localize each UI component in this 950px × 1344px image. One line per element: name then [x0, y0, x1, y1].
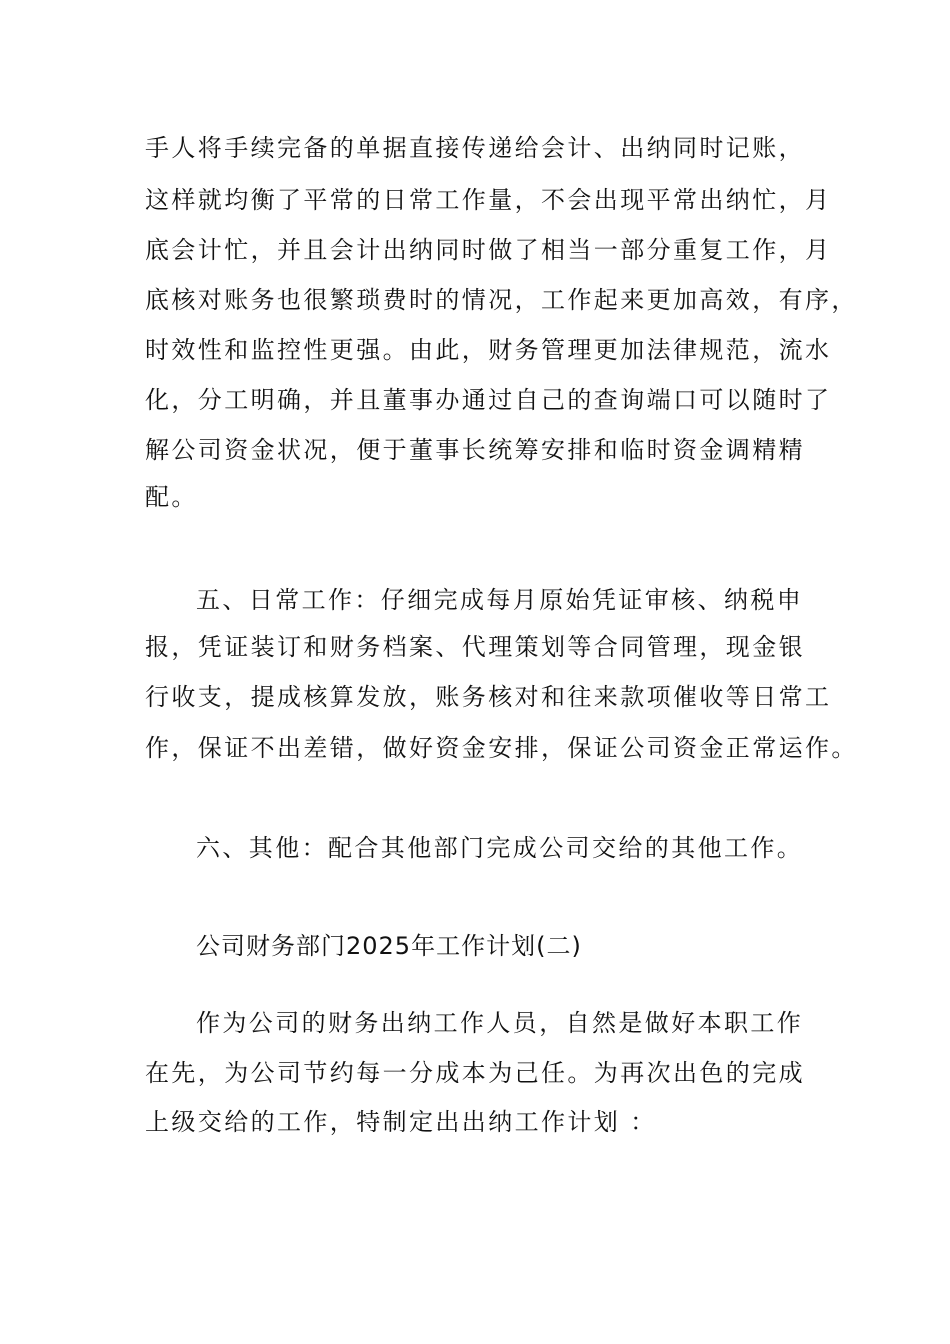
paragraph-line: 报，凭证装订和财务档案、代理策划等合同管理，现金银: [145, 633, 805, 661]
paragraph-line: 作为公司的财务出纳工作人员，自然是做好本职工作: [196, 1009, 804, 1037]
paragraph-line: 作，保证不出差错，做好资金安排，保证公司资金正常运作。: [145, 734, 858, 762]
paragraph-line: 底会计忙，并且会计出纳同时做了相当一部分重复工作，月: [145, 236, 832, 264]
paragraph-line: 化，分工明确，并且董事办通过自己的查询端口可以随时了: [145, 386, 832, 414]
paragraph-line: 行收支，提成核算发放，账务核对和往来款项催收等日常工: [145, 683, 832, 711]
paragraph-line: 解公司资金状况，便于董事长统筹安排和临时资金调精精: [145, 436, 805, 464]
paragraph-line: 时效性和监控性更强。由此，财务管理更加法律规范，流水: [145, 336, 832, 364]
paragraph-line: 在先，为公司节约每一分成本为己任。为再次出色的完成: [145, 1059, 805, 1087]
section-title: 公司财务部门2025年工作计划(二): [196, 932, 582, 960]
paragraph-line: 配。: [145, 483, 198, 511]
paragraph-line: 手人将手续完备的单据直接传递给会计、出纳同时记账，: [145, 134, 805, 162]
paragraph-line: 底核对账务也很繁琐费时的情况，工作起来更加高效，有序，: [145, 286, 858, 314]
paragraph-line: 这样就均衡了平常的日常工作量，不会出现平常出纳忙，月: [145, 186, 832, 214]
paragraph-line: 五、日常工作：仔细完成每月原始凭证审核、纳税申: [196, 586, 804, 614]
paragraph-line: 上级交给的工作，特制定出出纳工作计划 ：: [145, 1108, 657, 1136]
paragraph-3: 六、其他：配合其他部门完成公司交给的其他工作。: [196, 834, 804, 862]
